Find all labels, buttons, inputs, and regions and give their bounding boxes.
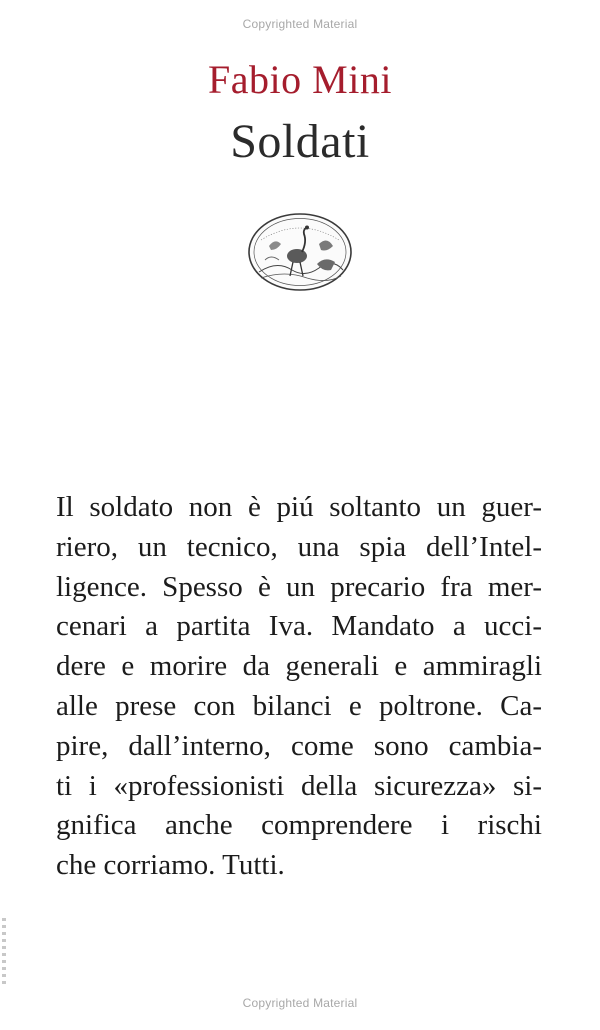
blurb-line: dere e morire da generali e ammiragli (56, 650, 542, 683)
blurb-line: cenari a partita Iva. Mandato a ucci- (56, 610, 542, 643)
blurb-line: riero, un tecnico, una spia dell’Intel- (56, 530, 542, 563)
blurb-line: gnifica anche comprendere i rischi (56, 809, 542, 842)
page-edge-mark (2, 918, 6, 988)
blurb-line: ti i «professionisti della sicurezza» si- (56, 769, 542, 802)
blurb-line: ligence. Spesso è un precario fra mer- (56, 570, 542, 603)
book-title: Soldati (230, 115, 370, 168)
blurb-line: che corriamo. Tutti. (56, 849, 285, 882)
blurb-line: pire, dall’interno, come sono cambia- (56, 729, 542, 762)
publisher-ostrich-emblem-icon (247, 212, 353, 292)
copyright-watermark-bottom: Copyrighted Material (242, 996, 358, 1010)
book-author: Fabio Mini (208, 57, 392, 102)
copyright-watermark-top: Copyrighted Material (242, 17, 358, 31)
back-cover-blurb (56, 488, 542, 886)
blurb-line: alle prese con bilanci e poltrone. Ca- (56, 689, 542, 722)
blurb-line: Il soldato non è piú soltanto un guer- (56, 491, 542, 523)
